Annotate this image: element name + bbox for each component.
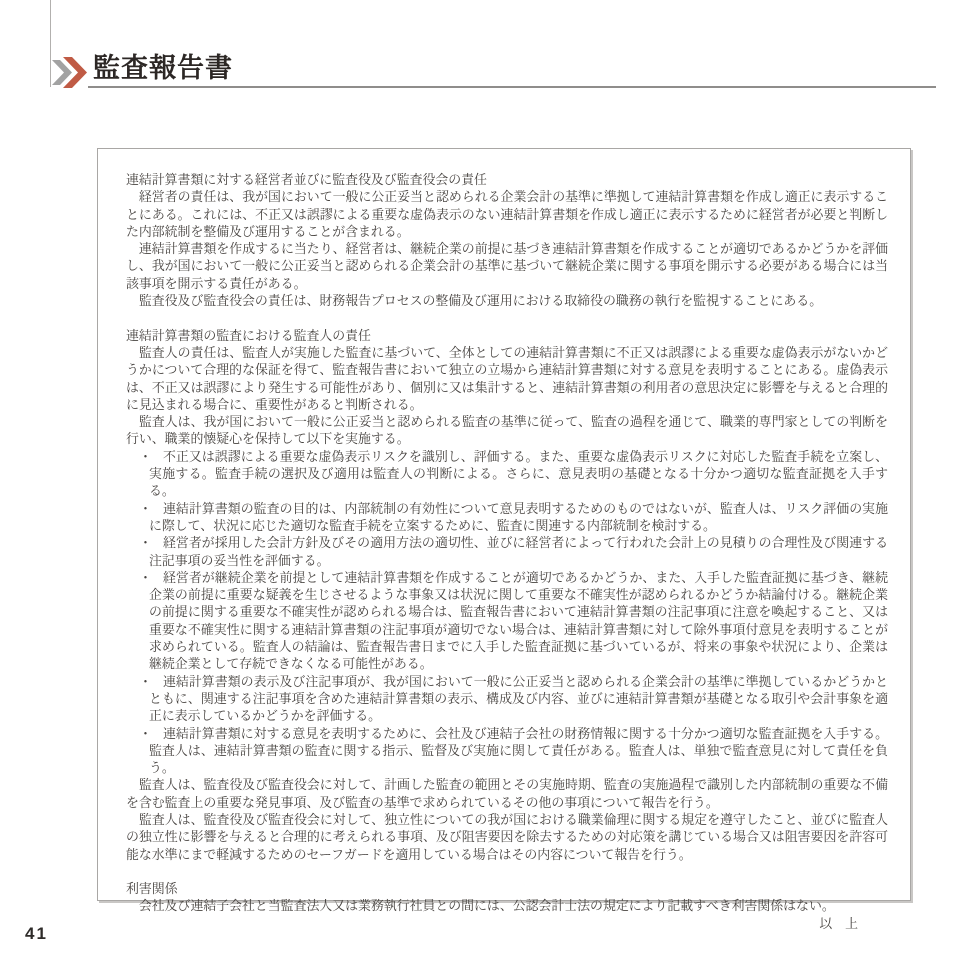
list-item [126, 534, 888, 569]
page-number: 41 [25, 924, 48, 943]
bullet-marker: ・ [139, 569, 152, 585]
list-item-text: 経営者が継続企業を前提として連結計算書類を作成することが適切であるかどうか、また、入手した監査証拠に基づき、継続企業の前提に重要な疑義を生じさせるような事象又は状況に関して重要な不確実性が認められるかどうか結論付ける。継続企業の前提に関する重要な不確実性が認められる場合は、監査報告書において連結計算書類の注記事項に注意を喚起すること、又は重要な不確実性に関する連結計算書類の注記事項が適切でない場合は、連結計算書類に対して除外事項付意見を表明することが求められている。監査人の結論は、監査報告書日までに入手した監査証拠に基づいているが、将来の事象や状況により、企業は継続企業として存続できなくなる可能性がある。 [149, 569, 889, 672]
left-vertical-rule [50, 0, 51, 87]
section-auditor-responsibility [126, 327, 888, 863]
page-header [52, 54, 233, 90]
audit-procedures-list [126, 448, 888, 777]
list-item [126, 725, 888, 777]
section-heading: 連結計算書類の監査における監査人の責任 [126, 327, 371, 343]
list-item-text: 連結計算書類の監査の目的は、内部統制の有効性について意見表明するためのものではないが、監査人は、リスク評価の実施に際して、状況に応じた適切な監査手続を立案するために、監査に関連する内部統制を検討する。 [149, 500, 889, 533]
section-heading: 利害関係 [126, 881, 178, 897]
list-item [126, 673, 888, 725]
signoff-ijo: 以 上 [819, 915, 858, 931]
list-item [126, 569, 888, 673]
header-underline [88, 86, 936, 88]
audit-report-box [97, 148, 911, 931]
double-chevron-icon [52, 56, 90, 90]
paragraph: 監査人は、監査役及び監査役会に対して、独立性についての我が国における職業倫理に関する規定を遵守したこと、並びに監査人の独立性に影響を与えると合理的に考えられる事項、及び阻害要因を除去するための対応策を講じている場合又は阻害要因を許容可能な水準にまで軽減するためのセーフガードを適用している場合はその内容について報告を行う。 [126, 811, 888, 862]
list-item [126, 500, 888, 535]
paragraph: 監査人は、監査役及び監査役会に対して、計画した監査の範囲とその実施時期、監査の実施過程で識別した内部統制の重要な不備を含む監査上の重要な発見事項、及び監査の基準で求められているその他の事項について報告を行う。 [126, 777, 888, 810]
section-management-responsibility [126, 171, 888, 309]
paragraph: 経営者の責任は、我が国において一般に公正妥当と認められる企業会計の基準に準拠して連結計算書類を作成し適正に表示することにある。これには、不正又は誤謬による重要な虚偽表示のない連結計算書類を作成し適正に表示するために経営者が必要と判断した内部統制を整備及び運用することが含まれる。 [126, 189, 888, 239]
list-item-text: 不正又は誤謬による重要な虚偽表示リスクを識別し、評価する。また、重要な虚偽表示リスクに対応した監査手続を立案し、実施する。監査手続の選択及び適用は監査人の判断による。さらに、意見表明の基礎となる十分かつ適切な監査証拠を入手する。 [149, 448, 889, 499]
section-heading: 連結計算書類に対する経営者並びに監査役及び監査役会の責任 [126, 172, 487, 187]
paragraph: 連結計算書類を作成するに当たり、経営者は、継続企業の前提に基づき連結計算書類を作成することが適切であるかどうかを評価し、我が国において一般に公正妥当と認められる企業会計の基準に基づいて継続企業に関する事項を開示する必要がある場合には当該事項を開示する責任がある。 [126, 241, 888, 291]
paragraph: 監査人の責任は、監査人が実施した監査に基づいて、全体としての連結計算書類に不正又は誤謬による重要な虚偽表示がないかどうかについて合理的な保証を得て、監査報告書において独立の立場から連結計算書類に対する意見を表明することにある。虚偽表示は、不正又は誤謬により発生する可能性があり、個別に又は集計すると、連結計算書類の利用者の意思決定に影響を与えると合理的に見込まれる場合に、重要性があると判断される。 [126, 344, 888, 412]
bullet-marker: ・ [139, 500, 152, 516]
list-item [126, 448, 888, 500]
paragraph: 監査役及び監査役会の責任は、財務報告プロセスの整備及び運用における取締役の職務の執行を監視することにある。 [138, 293, 823, 309]
section-interest [126, 880, 888, 932]
page-title: 監査報告書 [93, 53, 233, 83]
bullet-marker: ・ [139, 725, 152, 741]
bullet-marker: ・ [139, 673, 152, 689]
list-item-text: 経営者が採用した会計方針及びその適用方法の適切性、並びに経営者によって行われた会計上の見積りの合理性及び関連する注記事項の妥当性を評価する。 [149, 535, 889, 568]
list-item-text: 連結計算書類の表示及び注記事項が、我が国において一般に公正妥当と認められる企業会計の基準に準拠しているかどうかとともに、関連する注記事項を含めた連結計算書類の表示、構成及び内容、並びに連結計算書類が基礎となる取引や会計事象を適正に表示しているかどうかを評価する。 [149, 673, 889, 724]
bullet-marker: ・ [139, 535, 152, 551]
paragraph: 監査人は、我が国において一般に公正妥当と認められる監査の基準に従って、監査の過程を通じて、職業的専門家としての判断を行い、職業的懐疑心を保持して以下を実施する。 [126, 414, 888, 447]
list-item-text: 連結計算書類に対する意見を表明するために、会社及び連結子会社の財務情報に関する十分かつ適切な監査証拠を入手する。監査人は、連結計算書類の監査に関する指示、監督及び実施に関して責任がある。監査人は、単独で監査意見に対して責任を負う。 [149, 725, 889, 776]
bullet-marker: ・ [139, 448, 152, 464]
paragraph: 会社及び連結子会社と当監査法人又は業務執行社員との間には、公認会計士法の規定により記載すべき利害関係はない。 [138, 898, 835, 914]
